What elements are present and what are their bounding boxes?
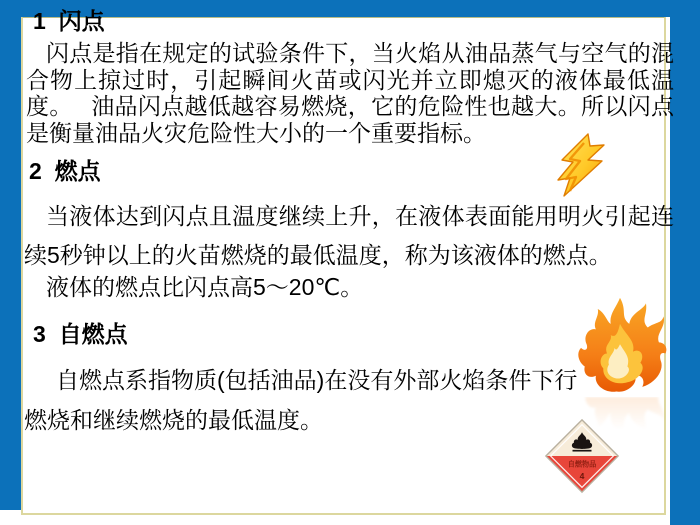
section-heading-flash-point: 1 闪点 bbox=[33, 8, 105, 34]
frame-right bbox=[670, 0, 700, 525]
fire-point-note: 液体的燃点比闪点高5～20℃。 bbox=[46, 274, 364, 300]
lightning-bolt-icon bbox=[554, 133, 610, 197]
hazard-diamond-svg bbox=[544, 417, 620, 495]
flash-point-paragraph: 闪点是指在规定的试验条件下，当火焰从油品蒸气与空气的混合物上掠过时，引起瞬间火苗或闪光并立即熄灭的液体最低温度。 油品闪点越低越容易燃烧，它的危险性也越大。所以闪点是衡量油品火灾危险性大小的一个重要指标。 bbox=[26, 40, 674, 146]
fire-point-paragraph: 当液体达到闪点且温度继续上升，在液体表面能用明火引起连续5秒钟以上的火苗燃烧的最低温度，称为该液体的燃点。 bbox=[24, 203, 674, 268]
hazard-class-number: 4 bbox=[579, 470, 585, 481]
spontaneous-combustion-hazard-diamond-icon bbox=[544, 417, 620, 495]
flame-icon bbox=[570, 296, 670, 398]
hazard-label-text: 自燃物品 bbox=[567, 460, 597, 469]
flame-svg bbox=[570, 296, 670, 398]
frame-left bbox=[0, 0, 21, 510]
frame-top bbox=[0, 0, 700, 17]
section-heading-fire-point: 2 燃点 bbox=[29, 158, 101, 184]
autoignition-paragraph: 自燃点系指物质(包括油品)在没有外部火焰条件下行燃烧和继续燃烧的最低温度。 bbox=[24, 367, 578, 433]
lightning-bolt-svg bbox=[554, 133, 610, 197]
section-heading-autoignition-point: 3 自燃点 bbox=[33, 321, 128, 347]
